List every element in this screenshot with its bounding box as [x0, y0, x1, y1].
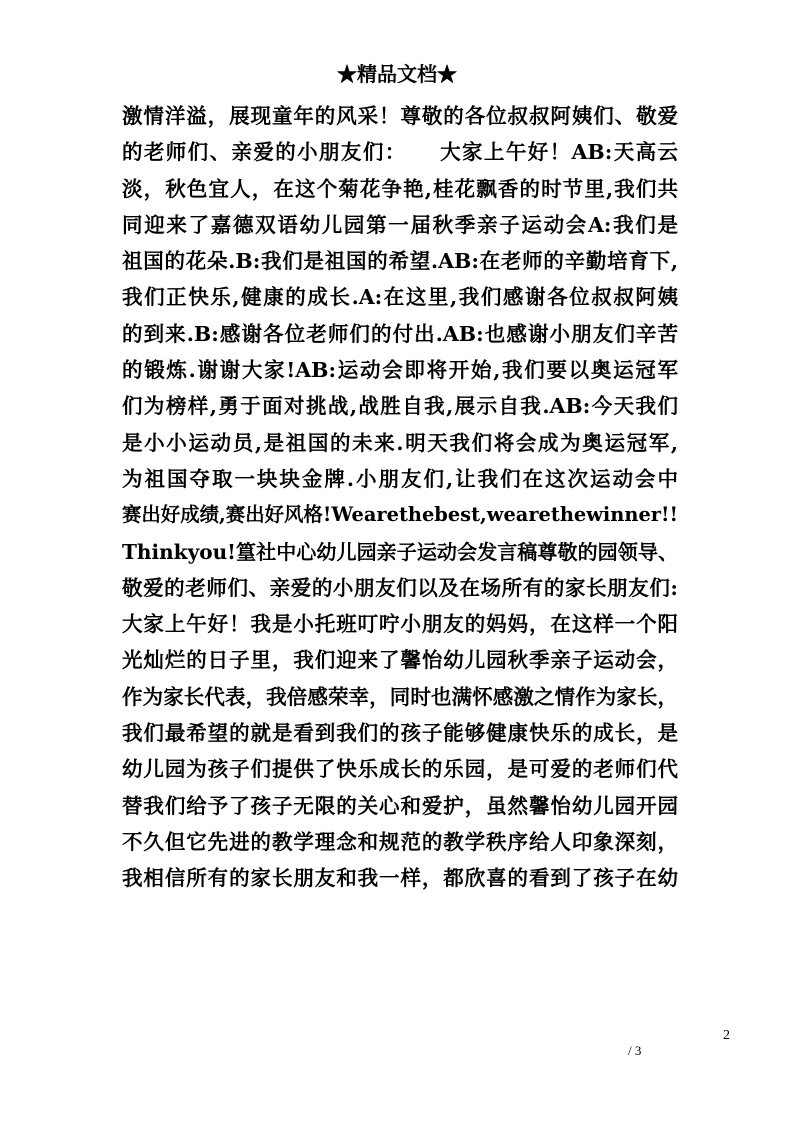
text-line: 为祖国夺取一块块金牌.小朋友们,让我们在这次运动会中 [122, 466, 678, 491]
text-line: Thinkyou!篁社中心幼儿园亲子运动会发言稿尊敬的园领导、 [122, 539, 678, 564]
page-number: 2 [723, 1028, 730, 1043]
text-line: 我们最希望的就是看到我们的孩子能够健康快乐的成长，是 [122, 721, 678, 746]
text-line: 大家上午好！我是小托班叮咛小朋友的妈妈，在这样一个阳 [122, 612, 678, 637]
text-line: 淡，秋色宜人，在这个菊花争艳,桂花飘香的时节里,我们共 [122, 176, 678, 201]
text-line: 的老师们、亲爱的小朋友们： 大家上午好！AB:天高云 [122, 140, 678, 165]
text-line: 敬爱的老师们、亲爱的小朋友们以及在场所有的家长朋友们: [122, 575, 678, 600]
text-line: 的到来.B:感谢各位老师们的付出.AB:也感谢小朋友们辛苦 [122, 321, 678, 346]
text-line: 光灿烂的日子里，我们迎来了馨怡幼儿园秋季亲子运动会， [122, 648, 678, 673]
text-line: 替我们给予了孩子无限的关心和爱护，虽然馨怡幼儿园开园 [122, 793, 678, 818]
document-body [122, 98, 678, 897]
text-line: 们为榜样,勇于面对挑战,战胜自我,展示自我.AB:今天我们 [122, 394, 678, 419]
text-line: 我们正快乐,健康的成长.A:在这里,我们感谢各位叔叔阿姨 [122, 285, 678, 310]
text-line: 激情洋溢，展现童年的风采！尊敬的各位叔叔阿姨们、敬爱 [122, 104, 678, 128]
text-line: 作为家长代表，我倍感荣幸，同时也满怀感激之情作为家长， [122, 684, 678, 709]
text-line: 同迎来了嘉德双语幼儿园第一届秋季亲子运动会A:我们是 [122, 212, 678, 237]
text-line: 赛出好成绩,赛出好风格!Wearethebest,wearethewinner!! [122, 503, 678, 527]
page-header-title: ★精品文档★ [337, 62, 457, 86]
text-line: 祖国的花朵.B:我们是祖国的希望.AB:在老师的辛勤培育下, [122, 249, 678, 274]
text-line: 是小小运动员,是祖国的未来.明天我们将会成为奥运冠军, [122, 430, 678, 455]
text-line: 不久但它先进的教学理念和规范的教学秩序给人印象深刻， [122, 829, 678, 854]
page-total: / 3 [628, 1043, 642, 1058]
text-line: 幼儿园为孩子们提供了快乐成长的乐园，是可爱的老师们代 [122, 757, 678, 782]
text-line: 的锻炼.谢谢大家!AB:运动会即将开始,我们要以奥运冠军 [122, 358, 678, 383]
text-line: 我相信所有的家长朋友和我一样，都欣喜的看到了孩子在幼 [122, 866, 678, 891]
